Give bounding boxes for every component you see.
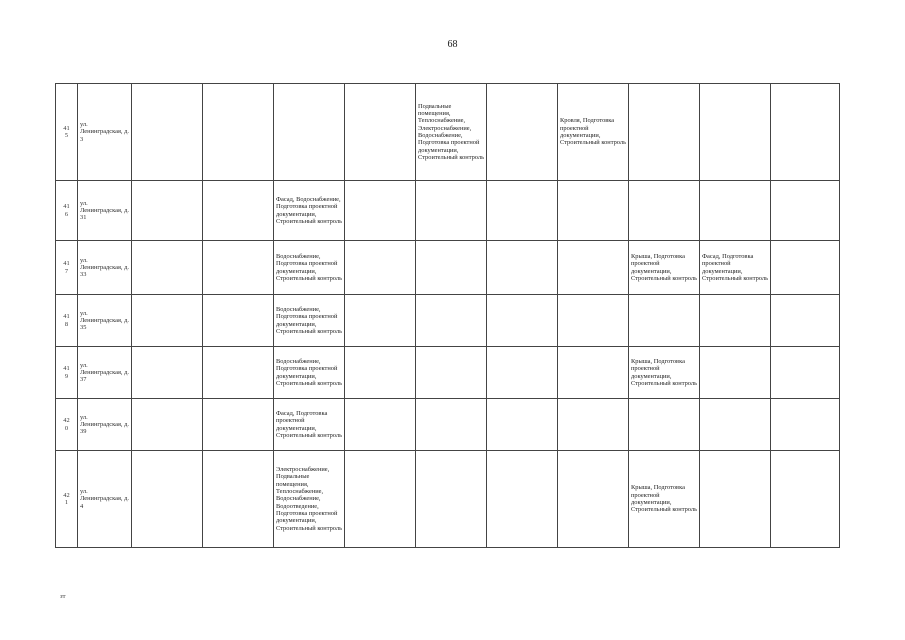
work-cell [558, 241, 629, 295]
address-cell: ул. Ленинградская, д. 37 [78, 347, 132, 399]
empty-cell [345, 84, 416, 181]
work-cell [416, 451, 487, 548]
work-cell: Фасад, Подготовка проектной документации, Строительный контроль [700, 241, 771, 295]
work-cell [558, 295, 629, 347]
work-cell [700, 399, 771, 451]
work-cell [629, 295, 700, 347]
work-cell [558, 399, 629, 451]
empty-cell [345, 241, 416, 295]
address-cell: ул. Ленинградская, д. 39 [78, 399, 132, 451]
row-number-cell: 41 9 [56, 347, 78, 399]
work-cell [558, 451, 629, 548]
work-cell [416, 241, 487, 295]
empty-cell [487, 451, 558, 548]
table-row [56, 241, 840, 295]
work-cell [629, 181, 700, 241]
empty-cell [132, 84, 203, 181]
empty-cell [132, 451, 203, 548]
work-cell: Фасад, Водоснабжение, Подготовка проектной документации, Строительный контроль [274, 181, 345, 241]
empty-cell [203, 347, 274, 399]
empty-cell [345, 399, 416, 451]
repair-schedule-table [55, 83, 840, 548]
empty-cell [203, 295, 274, 347]
address-cell: ул. Ленинградская, д. 35 [78, 295, 132, 347]
footer-mark: зт [60, 593, 66, 600]
row-number-cell: 41 5 [56, 84, 78, 181]
empty-cell [345, 451, 416, 548]
table-row [56, 347, 840, 399]
work-cell [558, 347, 629, 399]
work-cell [416, 399, 487, 451]
work-cell [629, 399, 700, 451]
empty-cell [132, 347, 203, 399]
empty-cell [132, 241, 203, 295]
empty-cell [345, 181, 416, 241]
empty-cell [487, 347, 558, 399]
empty-cell [132, 181, 203, 241]
empty-cell [771, 347, 840, 399]
work-cell [558, 181, 629, 241]
work-cell [700, 295, 771, 347]
work-cell: Крыша, Подготовка проектной документации, Строительный контроль [629, 347, 700, 399]
empty-cell [132, 399, 203, 451]
address-cell: ул. Ленинградская, д. 33 [78, 241, 132, 295]
address-cell: ул. Ленинградская, д. 4 [78, 451, 132, 548]
work-cell [416, 347, 487, 399]
row-number-cell: 41 7 [56, 241, 78, 295]
row-number-cell: 42 1 [56, 451, 78, 548]
work-cell: Кровля, Подготовка проектной документации, Строительный контроль [558, 84, 629, 181]
work-cell [274, 84, 345, 181]
empty-cell [487, 399, 558, 451]
empty-cell [487, 181, 558, 241]
work-cell: Водоснабжение, Подготовка проектной документации, Строительный контроль [274, 295, 345, 347]
empty-cell [203, 241, 274, 295]
work-cell [416, 181, 487, 241]
empty-cell [203, 451, 274, 548]
work-cell: Фасад, Подготовка проектной документации, Строительный контроль [274, 399, 345, 451]
work-cell [700, 84, 771, 181]
work-cell: Подвальные помещения, Теплоснабжение, Электроснабжение, Водоснабжение, Подготовка проектной документации, Строительный контроль [416, 84, 487, 181]
empty-cell [771, 451, 840, 548]
address-cell: ул. Ленинградская, д. 3 [78, 84, 132, 181]
work-cell: Водоснабжение, Подготовка проектной документации, Строительный контроль [274, 347, 345, 399]
empty-cell [487, 295, 558, 347]
work-cell: Крыша, Подготовка проектной документации, Строительный контроль [629, 451, 700, 548]
row-number-cell: 42 0 [56, 399, 78, 451]
work-cell: Водоснабжение, Подготовка проектной документации, Строительный контроль [274, 241, 345, 295]
table-row [56, 295, 840, 347]
empty-cell [203, 399, 274, 451]
work-cell: Электроснабжение, Подвальные помещения, Теплоснабжение, Водоснабжение, Водоотведение, Подготовка проектной документации, Строительный контроль [274, 451, 345, 548]
table-row [56, 451, 840, 548]
empty-cell [345, 295, 416, 347]
row-number-cell: 41 6 [56, 181, 78, 241]
table-row [56, 399, 840, 451]
page-number: 68 [447, 39, 458, 50]
work-cell [416, 295, 487, 347]
empty-cell [771, 181, 840, 241]
table-row [56, 84, 840, 181]
work-cell [700, 451, 771, 548]
table-row [56, 181, 840, 241]
empty-cell [203, 181, 274, 241]
work-cell [629, 84, 700, 181]
empty-cell [487, 241, 558, 295]
empty-cell [487, 84, 558, 181]
empty-cell [771, 399, 840, 451]
empty-cell [345, 347, 416, 399]
empty-cell [771, 295, 840, 347]
work-cell [700, 347, 771, 399]
empty-cell [132, 295, 203, 347]
empty-cell [771, 241, 840, 295]
empty-cell [203, 84, 274, 181]
row-number-cell: 41 8 [56, 295, 78, 347]
work-cell: Крыша, Подготовка проектной документации, Строительный контроль [629, 241, 700, 295]
address-cell: ул. Ленинградская, д. 31 [78, 181, 132, 241]
work-cell [700, 181, 771, 241]
empty-cell [771, 84, 840, 181]
